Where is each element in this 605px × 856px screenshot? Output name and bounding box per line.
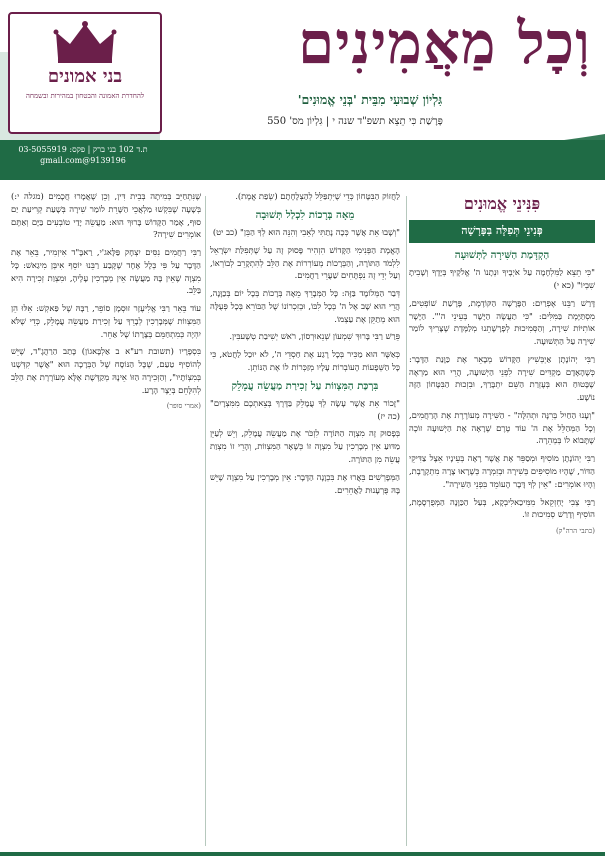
paragraph: רַבִּי רַחֲמִים נִסִּים יִצְחָק פַּלָּאג'י, רַאבָּ"ד אִיזְמִיר, בֵּאֵר אֶת הַדָּבָר עַל פִּי כְּלָל אֶחָד שֶׁקָּבַע רַבֵּנוּ יוֹסֵף אִיבְּן מִיגַאשׁ: כָּל מִצְוָה שֶׁאֵין בָּהּ מַעֲשֶׂה אֵין מְבָרְכִין עָלֶיהָ, וּמִצְוַת זְכִירָה הִיא בַּלֵּב. [11,247,201,296]
paragraph: "וְעָנוּ הַחַיִל בְּרִנָּה וּתְהִלָּה" - הַשִּׁירָה מְעוֹרֶרֶת אֶת הָרַחֲמִים, וְכָל הַמְּהַלֵּל אֶת ה' עוֹד טֶרֶם שֶׁרָאָה אֶת הַיְּשׁוּעָה זוֹכֶה שֶׁתָּבוֹא לוֹ בְּמְהֵרָה. [409,409,595,446]
contact-phone-line: ת.ד 102 בני ברק | פקס: 03-5055919 [18,145,148,154]
footer-band [0,852,605,856]
article-heading: הַקְדָּמַת הַשִּׁירָה לַתְּשׁוּעָה [454,249,550,262]
column-divider [205,196,206,846]
paragraph: דְּבַר הַמְּלוֹמָד בַּזֶּה: כָּל הַמְּבָרֵךְ מֵאָה בְּרָכוֹת בְּכָל יוֹם בְּכַוָּנָה, הֲרֵי הוּא שָׁב אֶל ה' בְּכָל לִבּוֹ, וּבְזִכְרוֹנוֹ שֶׁל הַבּוֹרֵא בְּכָל פְּעֻלָּה הוּא מְתַקֵּן אֶת עַצְמוֹ. [210,288,400,324]
source-citation: (כתבי הרה"ק) [555,527,595,536]
paragraph: עוֹד בֵּאֵר רַבִּי אֱלִיעֶזֶר זוּסְמָן סוֹפֵר, רַבָּהּ שֶׁל פַּאקְשׁ: אֵלּוּ הֵן הַמִּצְווֹת שֶׁמְּבָרְכִין לְבָרֵךְ עַל זְכִירַת מַעֲשֵׂה עֲמָלֵק, כְּדֵי שֶׁלֹּא יִהְיֶה כְּמִתְחַמֵּם בְּצָרָתוֹ שֶׁל אַחֵר. [11,303,201,339]
paragraph: "זָכוֹר אֵת אֲשֶׁר עָשָׂה לְךָ עֲמָלֵק בַּדֶּרֶךְ בְּצֵאתְכֶם מִמִּצְרָיִם" (כה יז) [210,397,400,421]
paragraph: רַבִּי יְהוֹנָתָן מוֹסִיף וּמְסַפֵּר אֶת אֲשֶׁר רָאָה בְּעֵינָיו אֵצֶל צַדִּיקֵי הַדּוֹר, שֶׁהָיוּ מוֹסִיפִים בְּשִׁירָה וּבְזִמְרָה כְּשֶׁרָאוּ צָרָה מִתְקָרֶבֶת, וְהָיוּ אוֹמְרִים: "אֵין לְךָ דָּבָר הָעוֹמֵד בִּפְנֵי הַשִּׁירָה". [409,453,595,489]
crown-icon [52,20,118,64]
logo-subtitle: להחדרת האמונה והבטחון במהירות ובשמחה [25,92,145,100]
section-tag: פְּנִינֵי תְּפִלָּה בַּפָּרָשָׁה [409,220,595,243]
paragraph: דָּרַשׁ רַבֵּנוּ אֶפְרַיִם: הַפָּרָשָׁה הַקּוֹדֶמֶת, פָּרָשַׁת שׁוֹפְטִים, מִסְתַּיֶּמֶת בַּמִּלִּים: "כִּי תַעֲשֶׂה הַיָּשָׁר בְּעֵינֵי ה'". הַיָּשָׁר אוֹתִיּוֹת שִׁירָה, וְהַסְּמִיכוּת לְפָרָשָׁתֵנוּ מְלַמֶּדֶת שֶׁצָּרִיךְ לוֹמַר שִׁירָה עַל הַתְּשׁוּעָה. [409,297,595,347]
paragraph: רַבִּי יְהוֹנָתָן אַיְבְּשִׁיץ הַקָּדוֹשׁ מְבָאֵר אֶת כַּוָּנַת הַדָּבָר: כְּשֶׁהָאָדָם מַקְדִּים שִׁירָה לִפְנֵי הַיְּשׁוּעָה, הֲרֵי הוּא מַרְאֶה שֶׁבָּטוּחַ הוּא בְּעֶזְרַת הַשֵּׁם יִתְבָּרַךְ, וּבִזְכוּת הַבִּטָּחוֹן הַזֶּה נוֹשָׁע. [409,353,595,403]
left-column [11,190,201,850]
paragraph: לַחֲזוֹק הַבִּטָּחוֹן כְּדֵי שֶׁיִּתְפַּלֵּל לְהַצְלָחָתָם (שְׂפַת אֱמֶת). [235,191,400,201]
paragraph: שֶׁנִּתְחַיֵּב בְּמִיתָה בְּבֵית דִּין, וְכֵן שֶׁאֲמָרוּ חֲכָמִים (מגלה י:) בְּשָׁעָה שֶׁבִּקְשׁוּ מַלְאֲכֵי הַשָּׁרֵת לוֹמַר שִׁירָה בְּשָׁעַת קְרִיעַת יַם סוּף, אָמַר הַקָּדוֹשׁ בָּרוּךְ הוּא: מַעֲשֵׂה יָדַי טוֹבְעִים בַּיָּם וְאַתֶּם אוֹמְרִים שִׁירָה? [11,191,201,240]
paragraph: בְּפָסוּק זֶה מִצְוָה הַתּוֹרָה לִזְכֹּר אֶת מַעֲשֵׂה עֲמָלֵק, וְיֵשׁ לְעַיֵּן מַדּוּעַ אֵין מְבָרְכִין עַל מִצְוָה זוֹ כְּשֶׁאָר הַמִּצְווֹת, וְהָרֵי זוֹ מִצְוַת עֲשֵׂה מִן הַתּוֹרָה. [210,428,400,464]
contact-email[interactable]: 9139196@gmail.com [40,156,126,166]
column-divider [406,196,407,846]
article-heading: מֵאָה בְּרָכוֹת לִכְלַל תְּשׁוּבָה [255,208,355,221]
issue-line: פָּרָשַׁת כִּי תֵצֵא תשפ"ד שנה י | גִּלְיוֹן מס' 550 [267,116,443,127]
right-column [409,190,595,850]
masthead-subtitle: גִּלְיוֹן שְׁבוּעִי מִבֵּית 'בְּנֵי אֱמוּנִים' [297,92,443,107]
paragraph: הָאֱמֶת הַפְּנִימִי הַקָּדוֹשׁ הִזְהִיר פָּסוּק זֶה עַל שֶׁתְּפִלַּת יִשְׂרָאֵל לִלְמֹד הַתּוֹרָה, וְהַבְּרָכוֹת מְעוֹרְרוֹת אֶת הַלֵּב לְהִתְקָרֵב לְבוֹרְאוֹ, וְעַל יְדֵי זֶה נִפְתָּחִים שַׁעֲרֵי רַחֲמִים. [210,244,400,281]
logo [8,12,162,134]
section-title: פִּנִּינֵי אֱמוּנִים [463,194,541,213]
masthead-header [0,0,605,190]
article-heading: בִּרְכַּת הַמִּצְווֹת עַל זְכִירַת מַעֲשֵׂה עֲמָלֵק [231,379,379,392]
paragraph: הַמְּפָרְשִׁים בֵּאֲרוּ אֶת בִּכְוָנָה הַדָּבָר: אֵין מְבָרְכִין עַל מִצְוָה שֶׁיֵּשׁ בָּהּ פֻּרְעָנוּת לַאֲחֵרִים. [210,471,400,495]
logo-name: בני אמונים [47,66,123,87]
paragraph: "וְשָׁבוּ אֵת אֲשֶׁר כְּכָה נָתַתִּי לְאֵבִי וְהִנֵּה הוּא לְךָ הַבֵּן" (כב יט) [212,227,400,238]
masthead-title: וְכָל מַאֲמִינִים [298,9,591,77]
paragraph: פֵּרַשׁ רַבִּי בָּרוּךְ שִׁמְעוֹן שְׁנֵאוּרְסוֹן, רֹאשׁ יְשִׁיבַת טְשֶׁעבִּין. [229,331,400,342]
source-citation: (אמרי סופר) [166,402,201,411]
middle-column [210,190,400,850]
paragraph: "כִּי תֵצֵא לַמִּלְחָמָה עַל אֹיְבֶיךָ וּנְתָנוֹ ה' אֱלֹקֶיךָ בְּיָדֶךָ וְשָׁבִיתָ שִׁבְיוֹ" (כא י) [409,267,595,291]
contact-info [8,144,158,166]
paragraph: בִּסְפָרָיו (תשובת רע"א ב אַלְבָּאגוֹן) כָּתַב הַרַהֲגָ"ד, שֶׁיֵּשׁ לְהוֹסִיף טַעַם, שֶׁכָּל הַנּוֹסָח שֶׁל הַבְּרָכָה הוּא "אֲשֶׁר קִדְּשָׁנוּ בְּמִצְוֹתָיו", וְהַזְּכִירָה הַזּוֹ אֵינָהּ מְקַדֶּשֶׁת אֶלָּא מְעוֹרֶרֶת אֶת הַלֵּב לְהִלָּחֵם בְּיֵצֶר הָרָע. [11,346,201,395]
paragraph: כְּאַשֶּׁר הוּא מַכִּיר בְּכָל רֶגַע אֶת חַסְדֵי ה', לֹא יוּכַל לַחֲטֹא, כִּי כָּל הַשְּׁפָעוֹת הָעוֹבְרוֹת עָלָיו מְזַכְּרוֹת לוֹ אֶת הַנּוֹתֵן. [210,349,400,372]
paragraph: רַבִּי צְבִי יֶחְזְקֵאל מִמִּיכַאלִיבְקָא, בְּעַל הַכַּוָּנָה הַמְּפֻרְסֶמֶת, הוֹסִיף וְדָרַשׁ סְמִיכוּת זוֹ. [409,496,595,520]
